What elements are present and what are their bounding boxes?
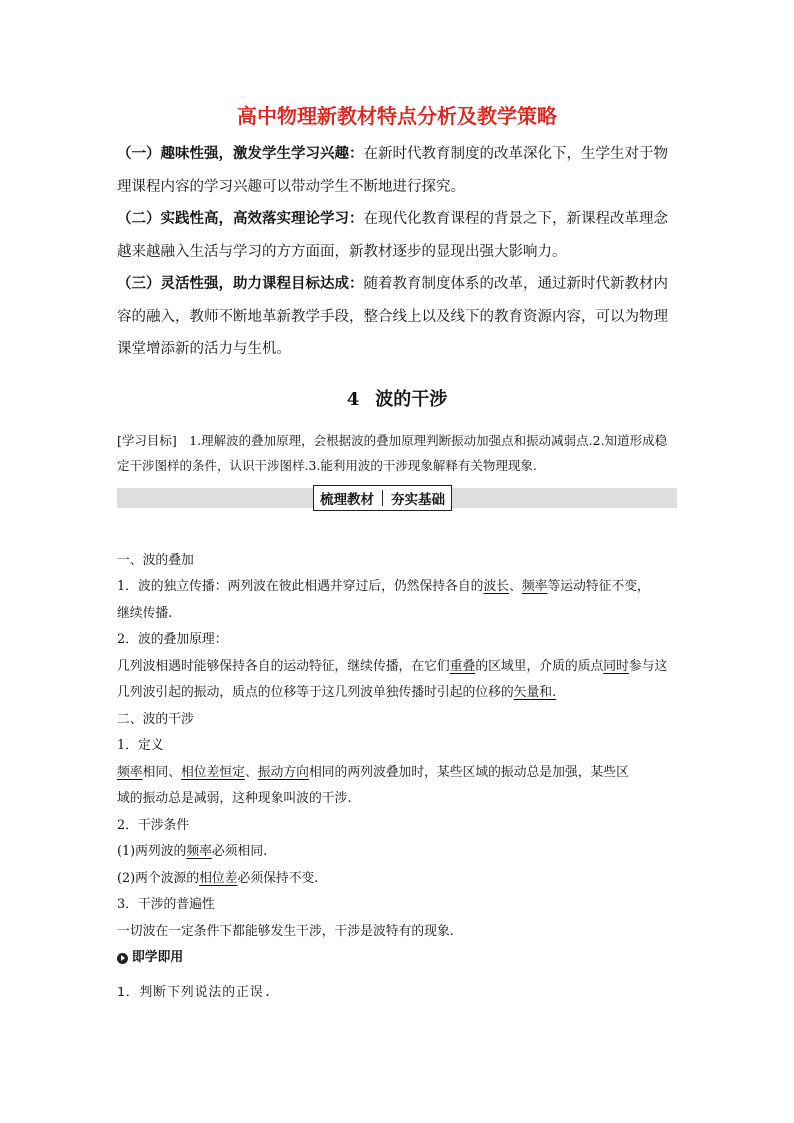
underlined-term: 相位差 [199,870,238,886]
underlined-term: 矢量和. [513,685,557,700]
text-run: 、 [244,764,258,780]
intro-lead-2: （二）实践性高，高效落实理论学习： [117,210,364,227]
sec2-cond-2 [117,866,677,893]
banner-divider [382,490,383,506]
underlined-term: 重叠 [449,658,476,674]
underlined-term: 波长 [483,579,510,594]
text-run: (2)两个波源的 [117,870,200,886]
intro-paragraph-1 [117,138,677,203]
lesson-name: 波的干涉 [375,388,448,410]
intro-section [117,138,677,366]
content [117,100,677,1006]
sec2-cond-title: 2．干涉条件 [117,817,190,833]
practice-question-1: 1．判断下列说法的正误. [117,984,273,1000]
practice-heading [117,945,677,972]
text-run: 必须相同. [211,844,268,859]
intro-lead-3: （三）灵活性强，助力课程目标达成： [117,275,364,292]
sec1-item2: 2．波的叠加原理： [117,632,228,647]
page-title: 高中物理新教材特点分析及教学策略 [237,104,557,128]
text-run: 等运动特征不变， [547,579,650,594]
sec2-def-title: 1．定义 [117,738,164,753]
text-run: 、 [509,579,522,594]
intro-lead-1: （一）趣味性强，激发学生学习兴趣： [117,145,364,162]
play-circle-icon [117,953,128,964]
sec1-item2-text [117,654,677,707]
lesson-number: 4 [346,388,360,410]
learning-goals: [学习目标] 1.理解波的叠加原理，会根据波的叠加原理判断振动加强点和振动减弱点.2.知道形成稳定干涉图样的条件，认识干涉图样.3.能利用波的干涉现象解释有关物理现象. [117,432,668,473]
sec1-heading: 一、波的叠加 [117,552,194,568]
body-section [117,548,677,1007]
text-run: 的区域里，介质的质点 [475,658,604,674]
sec2-cond-1 [117,839,677,866]
intro-paragraph-3 [117,268,677,366]
intro-paragraph-2 [117,203,677,268]
text-run: 必须保持不变. [237,870,319,886]
banner-left: 梳理教材 [320,491,374,508]
underlined-term: 频率 [117,764,143,780]
underlined-term: 相位差恒定 [180,764,245,780]
sec2-def-text [117,760,677,787]
sec2-heading: 二、波的干涉 [117,711,194,727]
text-run: 参与这几列波引起的振动，质点的位移等于这几列波单独传播时引起的位移的 [117,658,668,700]
text-run: 1．波的独立传播：两列波在彼此相遇并穿过后，仍然保持各自的 [117,579,484,594]
practice-label: 即学即用 [132,950,184,965]
intro-text-2: 在现代化教育课程的背景之下，新课程改革理念越来越融入生活与学习的方方面面，新教材逐步的显现出强大影响力。 [117,211,668,260]
sec1-item1 [117,574,677,601]
text-run: (1)两列波的 [117,844,187,859]
banner-right: 夯实基础 [391,491,445,508]
underlined-term: 同时 [603,658,629,674]
intro-text-1: 在新时代教育制度的改革深化下，生学生对于物理课程内容的学习兴趣可以带动学生不断地进行探究。 [117,146,668,195]
text-run: 相同的两列波叠加时，某些区域的振动总是加强，某些区 [308,764,629,780]
underlined-term: 频率 [186,844,212,859]
lesson-title [117,386,677,414]
sec1-item1-cont: 继续传播. [117,605,173,621]
sec2-def-cont: 域的振动总是减弱，这种现象叫波的干涉. [117,791,352,806]
text-run: 相同、 [142,764,181,780]
intro-text-3: 随着教育制度体系的改革，通过新时代新教材内容的融入，教师不断地革新教学手段，整合线上以及线下的教育资源内容，可以为物理课堂增添新的活力与生机。 [117,276,668,357]
text-run: 几列波相遇时能够保持各自的运动特征，继续传播，在它们 [117,658,450,674]
section-banner-bar [117,488,677,508]
underlined-term: 频率 [521,579,548,594]
section-banner [313,485,452,511]
sec2-univ-text: 一切波在一定条件下都能够发生干涉，干涉是波特有的现象. [117,923,454,939]
sec2-univ-title: 3．干涉的普遍性 [117,897,215,912]
underlined-term: 振动方向 [257,764,309,780]
